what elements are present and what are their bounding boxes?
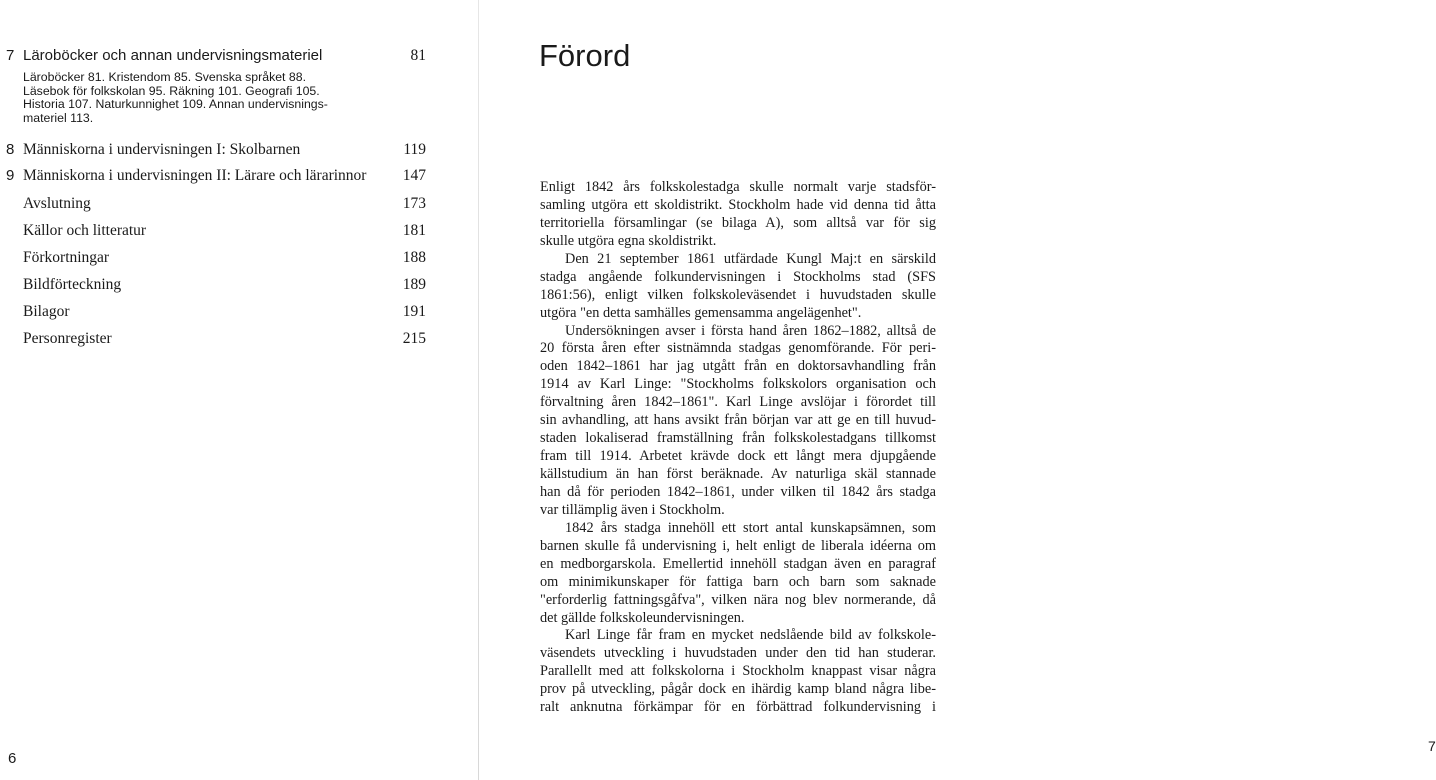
preface-line: förvaltning åren 1842–1861". Karl Linge avslöjar i förordet till — [540, 394, 936, 411]
toc-entry-title: Personregister — [23, 330, 112, 347]
toc-entry-title: Förkortningar — [23, 249, 110, 266]
toc-subsection-line: Historia 107. Naturkunnighet 109. Annan undervisnings- — [23, 97, 328, 112]
toc-chapter-title: Människorna i undervisningen I: Skolbarnen — [23, 141, 301, 158]
toc-chapter-title: Läroböcker och annan undervisningsmateriel — [23, 47, 323, 64]
toc-page-number: 215 — [402, 330, 426, 347]
preface-line: Den 21 september 1861 utfärdade Kungl Maj:t en särskild — [565, 250, 936, 267]
toc-subsection-line: Läroböcker 81. Kristendom 85. Svenska språket 88. — [23, 70, 306, 84]
preface-line: prov på utveckling, pågår dock en ihärdig kamp bland några libe- — [540, 681, 936, 698]
preface-line: territoriella församlingar (se bilaga A), som alltså var för sig — [540, 214, 936, 231]
preface-line: det gällde folkskoleundervisningen. — [540, 609, 745, 626]
book-spine — [478, 0, 479, 780]
toc-page-number: 191 — [402, 303, 426, 320]
preface-line: Enligt 1842 års folkskolestadga skulle normalt varje stadsför- — [540, 179, 936, 195]
toc-page-number: 147 — [402, 167, 426, 184]
toc-page-number: 173 — [402, 195, 426, 212]
preface-line: 1842 års stadga innehöll ett stort antal kunskapsämnen, som — [565, 519, 936, 536]
preface-line: sin avhandling, att hans avsikt från början var att ge en till huvud- — [540, 412, 936, 429]
toc-entry-bildforteckning — [0, 276, 460, 298]
preface-line: barnen skulle få undervisning i, helt enligt de liberala idéerna om — [540, 537, 936, 554]
preface-line: staden lokaliserad framställning från folkskolestadgans tillkomst — [540, 430, 936, 447]
preface-line: ralt anknutna förkämpar för en förbättrad folkundervisning i — [540, 699, 936, 716]
preface-line: stadga angående folkundervisningen i Stockholms stad (SFS — [540, 268, 936, 285]
table-of-contents — [0, 0, 470, 780]
toc-subsection-line: materiel 113. — [23, 110, 94, 125]
preface-line: utgöra "en detta samhälles gemensamma angelägenhet". — [540, 304, 862, 321]
preface-line: källstudium än han först beräknade. Av naturliga skäl stannade — [540, 466, 936, 482]
preface-page — [480, 0, 1436, 780]
preface-line: oden 1842–1861 har jag utgått från en doktorsavhandling från — [540, 358, 936, 375]
toc-entry-forkortningar — [0, 249, 460, 271]
toc-page-number: 119 — [403, 141, 426, 158]
page-number-left: 6 — [8, 750, 17, 767]
preface-line: skulle utgöra egna skoldistrikt. — [540, 232, 717, 249]
toc-entry-avslutning — [0, 195, 460, 217]
toc-entry-chapter-7 — [0, 47, 460, 69]
toc-subsections — [23, 71, 363, 125]
preface-line: 1861:56), enligt vilken folkskoleväsendet i huvudstaden skulle — [540, 286, 936, 303]
toc-entry-title: Avslutning — [23, 195, 91, 212]
toc-chapter-number: 8 — [6, 141, 15, 158]
toc-page-number: 181 — [402, 222, 426, 239]
preface-line: samling utgöra ett skoldistrikt. Stockholm hade vid denna tid åtta — [540, 196, 936, 213]
preface-line: Undersökningen avser i första hand åren 1862–1882, alltså de — [565, 322, 936, 339]
toc-chapter-number: 7 — [6, 47, 15, 64]
toc-entry-kallor — [0, 222, 460, 244]
toc-entry-chapter-9 — [0, 167, 460, 189]
preface-line: fram till 1914. Arbetet krävde dock ett långt mera djupgående — [540, 448, 936, 465]
toc-entry-title: Bilagor — [23, 303, 70, 320]
preface-line: om minimikunskaper för fattiga barn och barn som saknade — [540, 573, 936, 590]
preface-line: en medborgarskola. Emellertid innehöll stadgan även en paragraf — [540, 555, 936, 572]
preface-line: väsendets utveckling i huvudstaden under den tid han studerar. — [540, 645, 936, 662]
toc-entry-bilagor — [0, 303, 460, 325]
toc-page-number: 81 — [410, 47, 426, 64]
preface-line: 1914 av Karl Linge: "Stockholms folkskolors organisation och — [540, 376, 936, 393]
preface-line: han då för perioden 1842–1861, under vilken til 1842 års stadga — [540, 483, 936, 500]
preface-line: "erforderlig fattningsgåfva", vilken nära nog blev normerande, då — [540, 591, 936, 608]
preface-line: var tillämplig även i Stockholm. — [540, 501, 725, 518]
toc-entry-chapter-8 — [0, 141, 460, 163]
toc-page-number: 188 — [402, 249, 426, 266]
toc-page-number: 189 — [402, 276, 426, 293]
page-number-right: 7 — [1428, 738, 1436, 754]
preface-heading: Förord — [539, 38, 631, 73]
toc-entry-title: Källor och litteratur — [23, 222, 147, 239]
toc-subsection-line: Läsebok för folkskolan 95. Räkning 101. Geografi 105. — [23, 83, 320, 98]
preface-line: Karl Linge får fram en mycket nedslående bild av folkskole- — [565, 627, 936, 644]
toc-chapter-title: Människorna i undervisningen II: Lärare och lärarinnor — [23, 167, 367, 184]
preface-line: Parallellt med att folkskolorna i Stockholm knappast visar några — [540, 663, 936, 680]
preface-body — [540, 179, 936, 717]
toc-entry-personregister — [0, 330, 460, 352]
toc-entry-title: Bildförteckning — [23, 276, 122, 293]
preface-line: 20 första åren efter sistnämnda stadgas genomförande. För peri- — [540, 340, 936, 357]
toc-chapter-number: 9 — [6, 167, 15, 184]
